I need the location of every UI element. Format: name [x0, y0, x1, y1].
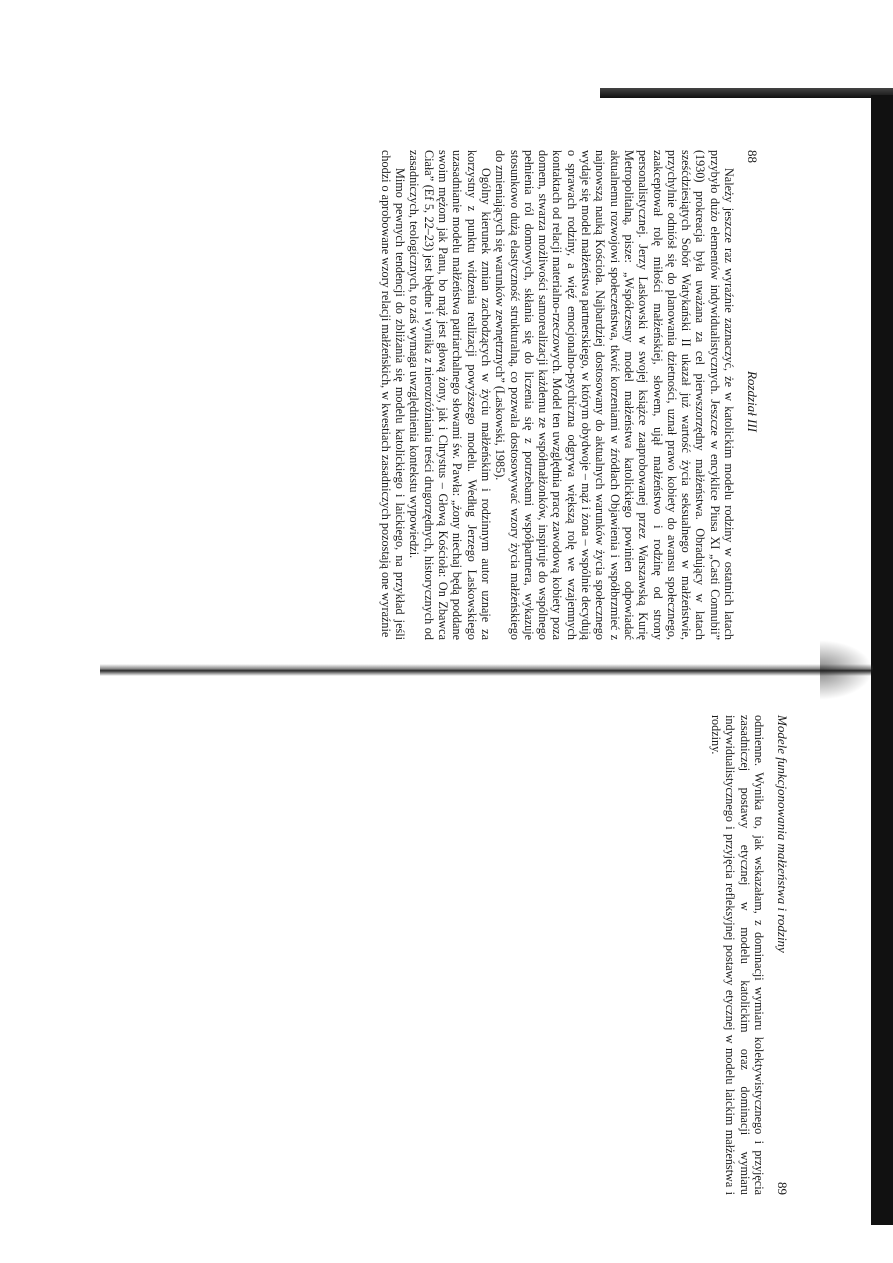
right-page: [650, 715, 790, 1195]
right-page-header: [774, 715, 790, 1195]
left-page-header: [744, 150, 760, 640]
scanner-edge-top: [600, 88, 893, 98]
page-number-right: 89: [775, 1182, 790, 1195]
gutter-shadow: [820, 640, 873, 700]
scanner-edge: [871, 95, 893, 1225]
left-page-body: [379, 150, 736, 640]
paragraph: odmienne. Wynika to, jak wskazałam, z dominacji wymiaru kolektywistycznego i przyjęcia zasadniczej postawy etycznej w modelu katolickim oraz dominacji wymiaru indywidualistycznego i przyjęcia refleksyjnej postawy etycznej w modelu laickim małżeństwa i rodziny.: [709, 715, 766, 1195]
running-head-right: Modele funkcjonowania małżeństwa i rodziny: [775, 715, 790, 953]
paragraph: Należy jeszcze raz wyraźnie zaznaczyć, że w katolickim modelu rodziny w ostatnich latach przybyło dużo elementów indywidualistycznych. Jeszcze w encyklice Piusa XI „Casti Connubii” (1930) prokreacja była uważana za cel pierwszorzędny małżeństwa. Obradujący w latach sześćdziesiątych Sobór Watykański II ukazał już wartość życia seksualnego w małżeństwie, przychylnie odniósł się do planowania dzietności, uznał prawo kobiety do awansu społecznego, zaakceptował rolę miłości małżeńskiej, słowem, ujął małżeństwo i rodzinę od strony personalistycznej. Jerzy Laskowski w swojej książce zaaprobowanej przez Warszawską Kurię Metropolitalną, pisze: „Współczesny model małżeństwa katolickiego powinien odpowiadać aktualnemu rozwojowi społeczeństwa, tkwić korzeniami w źródłach Objawienia i współbrzmieć z najnowszą nauką Kościoła. Najbardziej dostosowany do aktualnych warunków życia społecznego wydaje się model małżeństwa partnerskiego, w którym obydwoje – mąż i żona – wspólnie decydują o sprawach rodziny, a więź emocjonalno-psychiczna odgrywa większą rolę we wzajemnych kontaktach od relacji materialno-rzeczowych. Model ten uwzględnia pracę zawodową kobiety poza domem, stwarza możliwości samorealizacji każdemu ze współmałżonków, inspiruje do wspólnego pełnienia ról domowych, skłania się do liczenia się z potrzebami współpartnera, wykazuje stosunkowo dużą elastyczność strukturalną, co pozwala dostosowywać wzory życia małżeńskiego do zmieniających się warunków zewnętrznych” (Laskowski, 1985).: [493, 150, 736, 640]
left-page: [70, 150, 760, 640]
right-page-body: [709, 715, 766, 1195]
page-number-left: 88: [745, 150, 760, 163]
paragraph: Ogólny kierunek zmian zachodzących w życiu małżeńskim i rodzinnym autor uznaje za korzystny z punktu widzenia realizacji powyższego modelu. Według Jerzego Laskowskiego uzasadnianie modelu małżeństwa patriarchalnego słowami św. Pawła: „żony niechaj będą poddane swoim mężom jak Panu, bo mąż jest głową żony, jak i Chrystus – Głową Kościoła: On Zbawca Ciała” (Ef 5, 22–23) jest błędne i wynika z nierozróżniania treści drugorzędnych, historycznych od zasadniczych, teologicznych, to zaś wymaga uwzględnienia kontekstu wypowiedzi.: [407, 150, 493, 640]
book-gutter: [100, 664, 873, 676]
running-head-left: Rozdział III: [745, 370, 760, 433]
paragraph: Mimo pewnych tendencji do zbliżania się modelu katolickiego i laickiego, na przykład jeśli chodzi o aprobowane wzory relacji małżeńskich, w kwestiach zasadniczych pozostają one wyraźnie: [378, 150, 408, 640]
